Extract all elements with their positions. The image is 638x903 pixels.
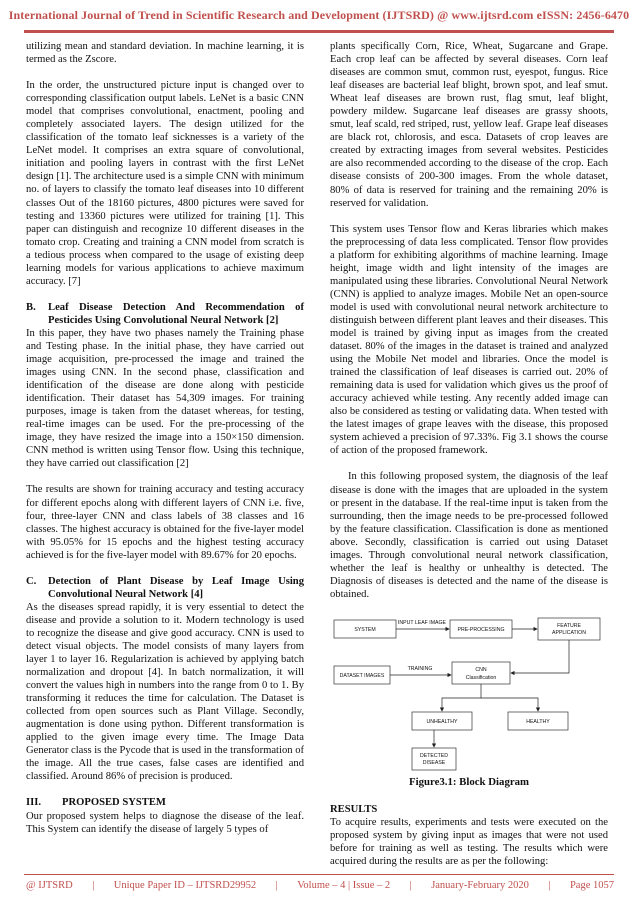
block-diagram [330,614,608,774]
label-input-leaf-image: INPUT LEAF IMAGE [397,619,447,626]
section-heading-c [26,575,304,601]
footer-volume: Volume – 4 | Issue – 2 [297,880,391,891]
right-column [330,40,608,881]
footer-handle: @ IJTSRD [26,880,73,891]
detected-disease-box [412,748,456,770]
arrow-feature-to-cnn [511,640,569,673]
header-rule [24,30,614,33]
label-training: TRAINING [407,665,433,672]
journal-header: International Journal of Trend in Scientific Research and Development (IJTSRD) @ www.ijtsrd.com eISSN: 2456-6470 [8,8,630,22]
label-cnn: CNN [475,666,487,673]
footer-separator: | [548,880,551,891]
paragraph: The results are shown for training accuracy and testing accuracy for different epochs along with different layers of CNN i.e. five, four, three-layer CNN and class labels of 38 classes and 16 classes. The highest accuracy is obtained for the five-layer model with 95.05% for 15 epochs and the highest testing accuracy achieved is for the five-layer model with 89.67% for 20 epochs. [26,484,304,561]
arrow-cnn-to-healthy [481,698,538,711]
arrow-cnn-to-unhealthy [442,684,481,711]
figure-caption: Figure3.1: Block Diagram [408,775,530,788]
page-footer [26,880,614,891]
footer-date: January-February 2020 [431,880,529,891]
footer-paper-id: Unique Paper ID – IJTSRD29952 [113,880,257,891]
section-title: PROPOSED SYSTEM [62,797,166,809]
section-heading-iii [26,796,304,809]
paragraph: In the order, the unstructured picture input is changed over to corresponding classification output labels. LeNet is a basic CNN model that comprises convolutional, enactment, pooling and completely associated layers. The design utilized for the classification of the tomato leaf sicknesses is a variety of the LeNet model. It comprises an extra square of convolutional, initiation and pooling layers in contrast with the first LeNet design [1]. The architecture used is a simple CNN with minimum no. of layers to classify the tomato leaf diseases into 10 different classes Out of the 18160 pictures, 4800 pictures were saved for testing and 13360 pictures were utilized for training [1]. This paper can distinguish and recognize 10 different diseases in the tomato crop. Creating and training a CNN model from scratch is a tedious process when compared to the usage of existing deep learning models for various applications to achieve maximum accuracy. [7] [26,80,304,287]
paragraph: utilizing mean and standard deviation. In machine learning, it is termed as the Zscore. [26,41,304,66]
label-classification: Classification [465,674,497,681]
footer-separator: | [409,880,412,891]
paragraph: To acquire results, experiments and tests were executed on the proposed system by giving input as images that were not used before for training as well as testing. The results which were acquired during the results are as per the following: [330,817,608,868]
label-system: SYSTEM [354,626,376,633]
feature-application-box [538,618,600,640]
section-number: C. [26,575,37,587]
paragraph: plants specifically Corn, Rice, Wheat, Sugarcane and Grape. Each crop leaf can be affected by several diseases. Corn leaf diseases are common smut, common rust, eyespot, fungus. Rice leaf diseases are bacterial leaf blight, brown spot, and leaf smut. Wheat leaf diseases are brown rust, flag smut, leaf blight, powdery mildew. Sugarcane leaf diseases are grassy shoots, smut, leaf scald, red striped, rust, yellow leaf. Grape leaf diseases are black rot, chlorosis, and esca. Datasets of crop leaves are created by extracting images from several websites. Pesticides are also recommended according to the disease of the crop. Each disease consists of 200-300 images. From the whole dataset, 80% of data is reserved for training and the remaining 20% is reserved for validation. [330,41,608,209]
footer-separator: | [275,880,278,891]
section-number: III. [26,797,42,809]
footer-rule [24,874,614,875]
section-heading-b [26,301,304,327]
paragraph: This system uses Tensor flow and Keras libraries which makes the preprocessing of data less complicated. Tensor flow provides a platform for exhibiting algorithms of machine learning. Image height, image width and light intensity of the images are manipulated using these libraries. Convolutional Neural Network (CNN) is applied to analyze images. Mobile Net an open-source model is used with convolutional neural network architecture to distinguish between different plant leaves and their diseases. This model is trained by giving input as images from the created dataset. 80% of the images in the dataset is trained and analyzed using the Mobile Net model and libraries. Once the model is trained the classification of leaf diseases is carried out. 20% of remaining data is used for validation which gives us the proof of accuracy achieved while testing. Any recently added image can also be considered as testing or validating data. When tested with the latest images of grape leaves with the disease, this proposed system achieved a precision of 97.33%. Fig 3.1 shows the course of action of the proposed framework. [330,223,608,457]
label-unhealthy: UNHEALTHY [426,718,458,725]
paragraph: Our proposed system helps to diagnose the disease of the leaf. This System can identify the disease of largely 5 types of [26,810,304,835]
left-column [26,40,304,849]
label-feature: FEATURE [557,622,581,629]
section-title: Detection of Plant Disease by Leaf Image Using Convolutional Neural Network [4] [48,575,304,600]
paragraph: In this paper, they have two phases namely the Training phase and Testing phase. In the initial phase, they have carried out image acquisition, pre-processed the image and trained the images using CNN. In the second phase, classification and identification of the disease are done along with pesticide identification. Their dataset has 54,309 images. For training purposes, image is taken from the dataset whereas, for testing, real-time images can be used. For the pre-processing of the image, they have resized the image into a 150×150 dimension. CNN method is written using Tensor flow. Using this technique, they have carried out classification [2] [26,327,304,470]
section-title: Leaf Disease Detection And Recommendation of Pesticides Using Convolutional Neural Network [2] [48,301,304,326]
label-application: APPLICATION [552,629,586,636]
block-diagram-svg [330,614,608,774]
label-disease: DISEASE [422,759,446,766]
label-healthy: HEALTHY [526,718,550,725]
footer-separator: | [92,880,95,891]
results-heading: RESULTS [330,803,378,815]
label-dataset-images: DATASET IMAGES [339,672,385,679]
footer-page: Page 1057 [569,880,614,891]
paragraph: As the diseases spread rapidly, it is very essential to detect the disease and provide a solution to it. Modern technology is used to recognize the disease and give good accuracy. CNN is used to detect visual objects. The model consists of many layers from layer 1 to layer 16. Regularization is achieved by applying batch normalization and dropout [4]. In batch normalization, it will convert the values high in numbers into the range from 0 to 1. By transforming it reduces the time for calculation. The Dataset is collected from open sources such as Plant Village. Secondly, augmentation is done using python. Different transformation is applied to the given image every time. The Image Data Generator class is the Pycode that is used in the transformation of the image. All the true cases, false cases are identified and classified. Around 86% of precision is produced. [26,601,305,783]
paragraph: In this following proposed system, the diagnosis of the leaf disease is done with the images that are uploaded in the system or present in the database. If the real-time input is taken from the surrounding, then the image needs to be pre-processed followed by the feature classification. Classification is done as mentioned above. Secondly, classification is carried out using Dataset images. Through convolutional neural network classification, whether the leaf is healthy or unhealthy is detected. The Diagnosis of diseases is detected and the name of the disease is obtained. [330,471,608,600]
label-pre-processing: PRE-PROCESSING [457,626,505,633]
label-detected: DETECTED [420,752,448,759]
section-number: B. [26,301,36,313]
